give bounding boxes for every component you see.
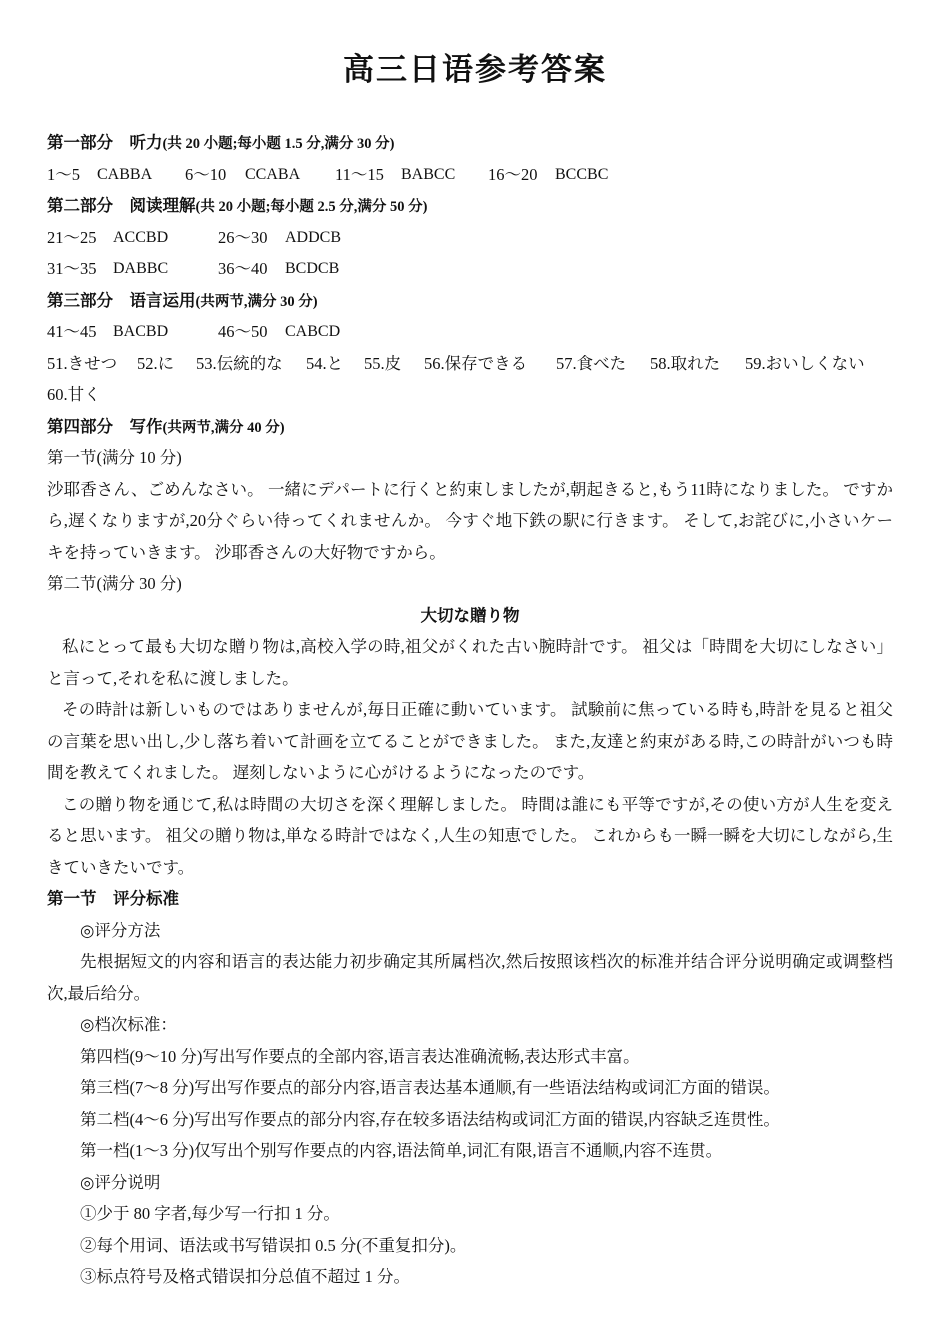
fill-answer-row: [47, 379, 893, 411]
answer-range: 26～30: [218, 227, 268, 247]
page-title: 高三日语参考答案: [343, 52, 607, 87]
section1-model-text: 沙耶香さん、ごめんなさい。 一緒にデパートに行くと約束しましたが,朝起きると,もう11時になりました。 ですから,遅くなりますが,20分ぐらい待ってくれませんか。 今すぐ地下鉄の駅に行きます。 そして,お詫びに,小さいケーキを持っていきます。 沙耶香さんの大好物ですから。: [47, 479, 893, 562]
fill-answer: 53.伝統的な: [196, 353, 283, 373]
fill-answer: 58.取れた: [650, 353, 721, 373]
answer-row: [47, 316, 893, 348]
answer-key: DABBC: [113, 260, 169, 277]
answer-range: 36～40: [218, 259, 268, 278]
part2-note: (共 20 小题;每小题 2.5 分,满分 50 分): [195, 199, 428, 215]
answer-range: 6～10: [185, 164, 227, 184]
scoring-note: ③标点符号及格式错误扣分总值不超过 1 分。: [80, 1267, 410, 1286]
fill-answer: 54.と: [306, 353, 344, 373]
answer-key: CABBA: [97, 165, 153, 183]
fill-answer: 51.きせつ: [47, 353, 118, 373]
fill-answer: 52.に: [137, 353, 175, 373]
part3-note: (共两节,满分 30 分): [195, 293, 318, 310]
answer-range: 41～45: [47, 322, 97, 341]
part2-heading-line: [47, 190, 893, 222]
answer-key: BACBD: [113, 323, 169, 340]
part4-heading: 第四部分 写作: [47, 416, 163, 436]
essay-paragraph: この贈り物を通じて,私は時間の大切さを深く理解しました。 時間は誰にも平等ですが,その使い方が人生を変えると思います。 祖父の贈り物は,単なる時計ではなく,人生の知恵でした。 これからも一瞬一瞬を大切にしながら,生きていきたいです。: [47, 794, 893, 877]
scoring-level: 第三档(7～8 分)写出写作要点的部分内容,语言表达基本通顺,有一些语法结构或词汇方面的错误。: [80, 1078, 780, 1097]
answer-row: [47, 253, 893, 285]
answer-key: BABCC: [401, 165, 456, 183]
scoring-level: 第四档(9～10 分)写出写作要点的全部内容,语言表达准确流畅,表达形式丰富。: [80, 1046, 640, 1066]
answer-range: 31～35: [47, 259, 97, 278]
answer-key: BCCBC: [555, 165, 609, 183]
fill-answer: 55.皮: [364, 353, 402, 373]
fill-answer: 59.おいしくない: [745, 353, 865, 373]
answer-key: ADDCB: [285, 228, 342, 246]
scoring-heading: 第一节 评分标准: [47, 889, 179, 908]
essay-paragraph: その時計は新しいものではありませんが,毎日正確に動いています。 試験前に焦っている時も,時計を見ると祖父の言葉を思い出し,少し落ち着いて計画を立てることができました。 また,友達と約束がある時,この時計がいつも時間を教えてくれました。 遅刻しないように心がけるようになったのです。: [47, 700, 893, 782]
part1-note: (共 20 小题;每小题 1.5 分,满分 30 分): [162, 136, 395, 152]
scoring-note: ①少于 80 字者,每少写一行扣 1 分。: [80, 1204, 340, 1223]
answer-key: CABCD: [285, 323, 341, 340]
essay-title: 大切な贈り物: [420, 605, 520, 625]
answer-range: 21～25: [47, 227, 97, 247]
part1-heading: 第一部分 听力: [47, 133, 163, 152]
answer-row: [47, 222, 893, 254]
part1-heading-line: [47, 127, 893, 159]
answer-range: 46～50: [218, 322, 268, 341]
answer-key: CCABA: [245, 165, 301, 183]
answer-key: ACCBD: [113, 228, 169, 246]
section1-label: 第一节(满分 10 分): [47, 448, 182, 467]
scoring-level: 第一档(1～3 分)仅写出个别写作要点的内容,语法简单,词汇有限,语言不通顺,内容不连贯。: [80, 1141, 723, 1160]
scoring-method-text: 先根据短文的内容和语言的表达能力初步确定其所属档次,然后按照该档次的标准并结合评分说明确定或调整档次,最后给分。: [47, 952, 893, 1003]
scoring-note: ②每个用词、语法或书写错误扣 0.5 分(不重复扣分)。: [80, 1235, 467, 1255]
part2-heading: 第二部分 阅读理解: [47, 196, 196, 215]
scoring-levels-label: ◎档次标准：: [80, 1015, 177, 1034]
part4-heading-line: [47, 411, 893, 443]
part3-heading: 第三部分 语言运用: [47, 290, 196, 310]
answer-range: 11～15: [335, 164, 384, 184]
essay-paragraph: 私にとって最も大切な贈り物は,高校入学の時,祖父がくれた古い腕時計です。 祖父は「時間を大切にしなさい」と言って,それを私に渡しました。: [47, 637, 893, 688]
scoring-method-label: ◎评分方法: [80, 920, 161, 940]
fill-answer: 60.甘く: [47, 385, 101, 404]
answer-key: BCDCB: [285, 260, 340, 277]
scoring-level: 第二档(4～6 分)写出写作要点的部分内容,存在较多语法结构或词汇方面的错误,内容缺乏连贯性。: [80, 1109, 780, 1129]
answer-range: 16～20: [488, 164, 538, 184]
part3-heading-line: [47, 285, 893, 317]
answer-content: [47, 127, 893, 1293]
section2-label: 第二节(满分 30 分): [47, 574, 182, 593]
answer-range: 1～5: [47, 164, 80, 184]
fill-answer: 56.保存できる: [424, 353, 528, 373]
scoring-notes-label: ◎评分说明: [80, 1172, 161, 1192]
part4-note: (共两节,满分 40 分): [162, 419, 285, 436]
fill-answer: 57.食べた: [556, 353, 627, 373]
answer-row: [47, 159, 893, 191]
fill-answer-row: [47, 348, 893, 380]
